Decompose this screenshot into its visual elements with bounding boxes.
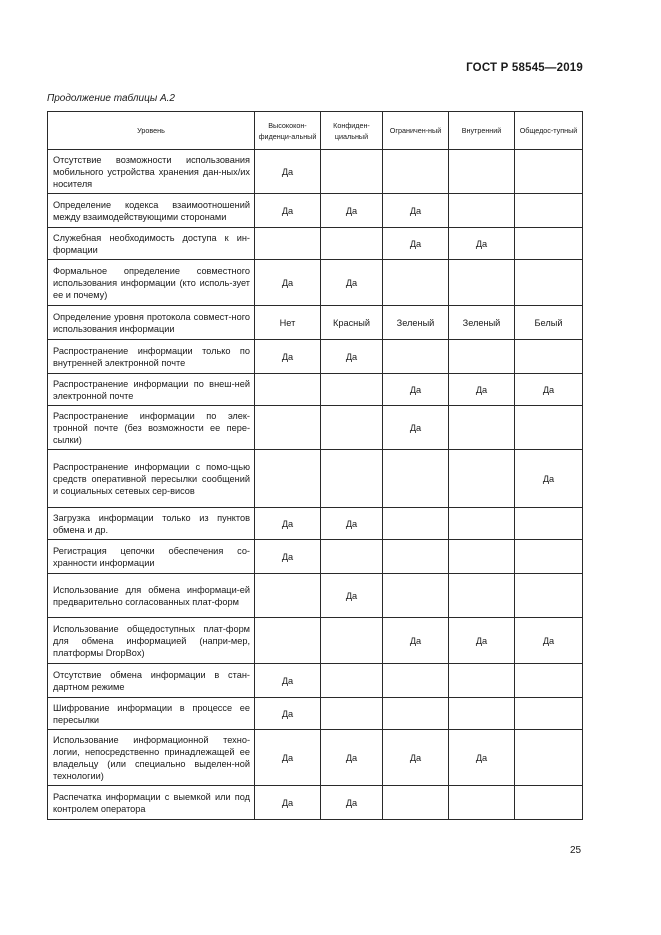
value-cell — [255, 450, 321, 508]
value-cell — [383, 786, 449, 820]
value-cell — [515, 150, 583, 194]
value-cell — [515, 260, 583, 306]
value-cell — [515, 786, 583, 820]
value-cell: Да — [449, 618, 515, 664]
value-cell — [383, 260, 449, 306]
value-cell — [449, 540, 515, 574]
value-cell — [383, 574, 449, 618]
value-cell — [383, 150, 449, 194]
table-row — [48, 698, 583, 730]
value-cell: Да — [515, 450, 583, 508]
value-cell — [449, 574, 515, 618]
header-confidential: Конфиден-циальный — [321, 112, 383, 150]
value-cell — [449, 406, 515, 450]
value-cell: Да — [321, 786, 383, 820]
header-internal: Внутренний — [449, 112, 515, 150]
value-cell: Нет — [255, 306, 321, 340]
standard-header: ГОСТ Р 58545—2019 — [466, 62, 583, 74]
value-cell — [321, 374, 383, 406]
value-cell: Красный — [321, 306, 383, 340]
value-cell: Да — [383, 730, 449, 786]
table-header-row — [48, 112, 583, 150]
value-cell: Да — [321, 508, 383, 540]
value-cell: Да — [255, 786, 321, 820]
value-cell: Белый — [515, 306, 583, 340]
table-row — [48, 406, 583, 450]
level-cell: Отсутствие обмена информации в стан-дартном режиме — [48, 664, 255, 698]
level-cell: Распечатка информации с выемкой или под контролем оператора — [48, 786, 255, 820]
value-cell: Да — [255, 730, 321, 786]
value-cell — [515, 540, 583, 574]
header-highly-confidential: Высококон-фиденци-альный — [255, 112, 321, 150]
value-cell — [515, 508, 583, 540]
table-row — [48, 194, 583, 228]
value-cell — [321, 450, 383, 508]
level-cell: Распространение информации с помо-щью средств оперативной пересылки сообщений и социальных сетевых сер-висов — [48, 450, 255, 508]
level-cell: Загрузка информации только из пунктов обмена и др. — [48, 508, 255, 540]
value-cell — [449, 260, 515, 306]
value-cell: Да — [449, 374, 515, 406]
table-row — [48, 306, 583, 340]
value-cell: Да — [515, 374, 583, 406]
value-cell — [515, 574, 583, 618]
value-cell — [449, 340, 515, 374]
value-cell: Да — [255, 540, 321, 574]
level-cell: Служебная необходимость доступа к ин-формации — [48, 228, 255, 260]
level-cell: Распространение информации по внеш-ней электронной почте — [48, 374, 255, 406]
value-cell: Да — [449, 228, 515, 260]
level-cell: Определение кодекса взаимоотношений между взаимодействующими сторонами — [48, 194, 255, 228]
level-cell: Шифрование информации в процессе ее пересылки — [48, 698, 255, 730]
value-cell — [515, 340, 583, 374]
value-cell: Да — [321, 574, 383, 618]
value-cell — [449, 698, 515, 730]
value-cell: Да — [255, 698, 321, 730]
level-cell: Распространение информации по элек-тронной почте (без возможности ее пере-сылки) — [48, 406, 255, 450]
value-cell — [321, 228, 383, 260]
value-cell: Да — [255, 664, 321, 698]
table-row — [48, 228, 583, 260]
value-cell: Да — [383, 618, 449, 664]
table-row — [48, 450, 583, 508]
level-cell: Использование общедоступных плат-форм для обмена информацией (напри-мер, платформы DropBox) — [48, 618, 255, 664]
value-cell: Да — [383, 194, 449, 228]
value-cell — [321, 698, 383, 730]
level-cell: Распространение информации только по внутренней электронной почте — [48, 340, 255, 374]
value-cell — [321, 406, 383, 450]
value-cell — [383, 508, 449, 540]
value-cell: Да — [383, 374, 449, 406]
table-row — [48, 374, 583, 406]
table-row — [48, 260, 583, 306]
table-row — [48, 664, 583, 698]
value-cell — [515, 194, 583, 228]
value-cell: Зеленый — [383, 306, 449, 340]
value-cell — [255, 406, 321, 450]
value-cell — [449, 450, 515, 508]
level-cell: Использование информационной техно-логии, непосредственно принадлежащей ее владельцу (или специально выделен-ной технологии) — [48, 730, 255, 786]
value-cell — [515, 698, 583, 730]
value-cell: Да — [383, 406, 449, 450]
table-row — [48, 618, 583, 664]
header-level: Уровень — [48, 112, 255, 150]
value-cell — [449, 150, 515, 194]
value-cell — [321, 540, 383, 574]
value-cell: Да — [321, 340, 383, 374]
value-cell — [515, 664, 583, 698]
level-cell: Отсутствие возможности использования мобильного устройства хранения дан-ных/их носителя — [48, 150, 255, 194]
table-row — [48, 574, 583, 618]
value-cell — [449, 786, 515, 820]
value-cell: Да — [255, 508, 321, 540]
value-cell: Да — [255, 340, 321, 374]
value-cell — [383, 540, 449, 574]
value-cell — [383, 664, 449, 698]
level-cell: Определение уровня протокола совмест-ного использования информации — [48, 306, 255, 340]
value-cell — [515, 730, 583, 786]
value-cell — [449, 194, 515, 228]
value-cell — [321, 664, 383, 698]
value-cell: Да — [255, 194, 321, 228]
table-row — [48, 786, 583, 820]
value-cell: Да — [449, 730, 515, 786]
value-cell: Да — [255, 260, 321, 306]
value-cell — [515, 228, 583, 260]
table-row — [48, 340, 583, 374]
level-cell: Формальное определение совместного использования информации (кто исполь-зует ее и почему) — [48, 260, 255, 306]
level-cell: Использование для обмена информаци-ей предварительно согласованных плат-форм — [48, 574, 255, 618]
level-cell: Регистрация цепочки обеспечения со-хранности информации — [48, 540, 255, 574]
value-cell — [255, 574, 321, 618]
value-cell — [255, 374, 321, 406]
value-cell — [255, 228, 321, 260]
value-cell — [321, 618, 383, 664]
value-cell: Да — [321, 260, 383, 306]
table-row — [48, 540, 583, 574]
table-row — [48, 730, 583, 786]
table-caption: Продолжение таблицы А.2 — [47, 93, 175, 104]
value-cell: Да — [515, 618, 583, 664]
value-cell — [449, 508, 515, 540]
value-cell: Да — [255, 150, 321, 194]
table-row — [48, 150, 583, 194]
value-cell — [255, 618, 321, 664]
header-public: Общедос-тупный — [515, 112, 583, 150]
value-cell: Да — [383, 228, 449, 260]
page-number: 25 — [570, 845, 582, 856]
value-cell: Зеленый — [449, 306, 515, 340]
value-cell — [515, 406, 583, 450]
value-cell: Да — [321, 194, 383, 228]
value-cell — [449, 664, 515, 698]
value-cell — [321, 150, 383, 194]
classification-table — [47, 111, 583, 820]
value-cell — [383, 698, 449, 730]
value-cell — [383, 450, 449, 508]
value-cell — [383, 340, 449, 374]
table-row — [48, 508, 583, 540]
value-cell: Да — [321, 730, 383, 786]
header-restricted: Ограничен-ный — [383, 112, 449, 150]
